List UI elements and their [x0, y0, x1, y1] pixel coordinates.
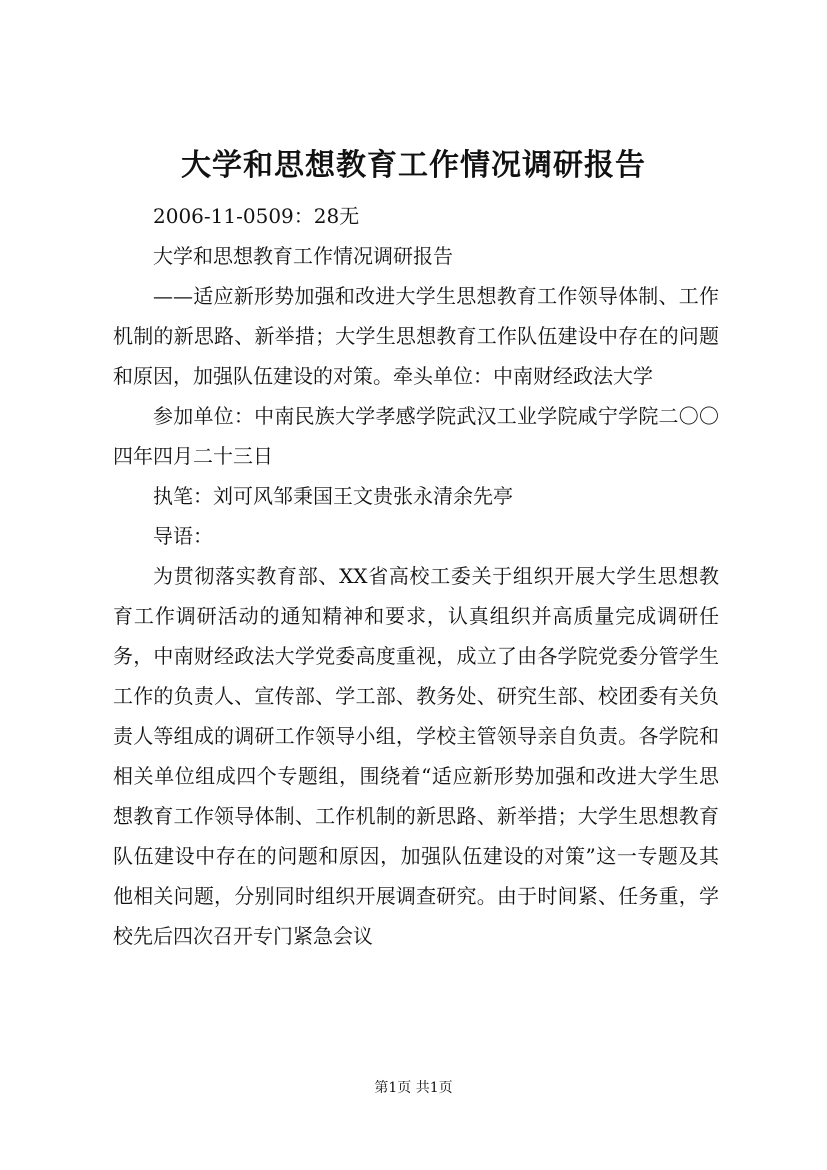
paragraph-authors: 执笔：刘可风邹秉国王文贵张永清余先亭	[153, 484, 513, 508]
document-title: 大学和思想教育工作情况调研报告	[181, 148, 646, 183]
paragraph-subtitle: 大学和思想教育工作情况调研报告	[153, 244, 453, 268]
page-footer: 第1页 共1页	[374, 1080, 453, 1096]
paragraph-intro-heading: 导语：	[153, 524, 213, 548]
paragraph-date: 2006-11-0509：28无	[153, 204, 360, 228]
paragraph-participants: 参加单位：中南民族大学孝感学院武汉工业学院咸宁学院二〇〇四年四月二十三日	[113, 404, 719, 468]
document-body	[113, 196, 719, 956]
paragraph-topic: ——适应新形势加强和改进大学生思想教育工作领导体制、工作机制的新思路、新举措；大学生思想教育工作队伍建设中存在的问题和原因，加强队伍建设的对策。牵头单位：中南财经政法大学	[113, 284, 719, 388]
paragraph-intro-body: 为贯彻落实教育部、XX省高校工委关于组织开展大学生思想教育工作调研活动的通知精神和要求，认真组织并高质量完成调研任务，中南财经政法大学党委高度重视，成立了由各学院党委分管学生工作的负责人、宣传部、学工部、教务处、研究生部、校团委有关负责人等组成的调研工作领导小组，学校主管领导亲自负责。各学院和相关单位组成四个专题组，围绕着“适应新形势加强和改进大学生思想教育工作领导体制、工作机制的新思路、新举措；大学生思想教育队伍建设中存在的问题和原因，加强队伍建设的对策”这一专题及其他相关问题，分别同时组织开展调查研究。由于时间紧、任务重，学校先后四次召开专门紧急会议	[113, 564, 719, 948]
